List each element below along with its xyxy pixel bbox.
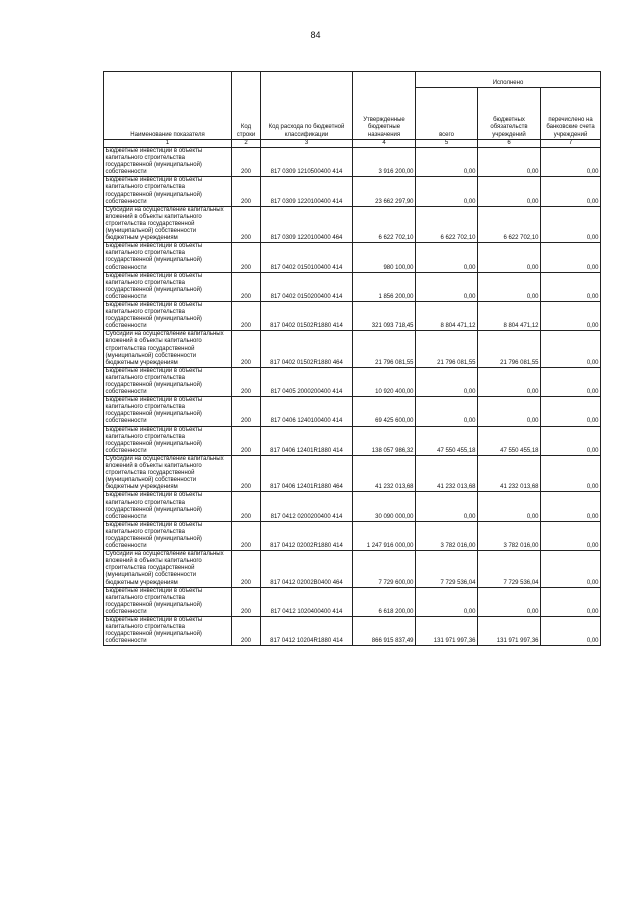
row-transferred-amount: 0,00 (541, 455, 601, 491)
row-budget-code: 817 0406 12401R1880 464 (261, 455, 353, 491)
row-executed-obligations: 21 796 081,55 (478, 331, 541, 367)
table-body (104, 148, 601, 646)
header-obligations: бюджетных обязательств учреждений (478, 88, 541, 140)
row-line-code: 200 (232, 206, 261, 242)
row-line-code: 200 (232, 587, 261, 616)
row-line-code: 200 (232, 301, 261, 330)
row-line-code: 200 (232, 331, 261, 367)
row-line-code: 200 (232, 367, 261, 396)
row-name: Субсидии на осуществление капитальных вложений в объекты капитального строительства государственной (муниципальной) собственности бюджетным учреждениям (104, 551, 232, 587)
budget-execution-table (103, 71, 601, 646)
row-executed-total: 7 729 536,04 (416, 551, 478, 587)
row-budget-code: 817 0402 01502R1880 414 (261, 301, 353, 330)
column-number: 2 (232, 140, 261, 148)
row-transferred-amount: 0,00 (541, 243, 601, 272)
row-name: Бюджетные инвестиции в объекты капитального строительства государственной (муниципальной) собственности (104, 492, 232, 521)
row-line-code: 200 (232, 243, 261, 272)
column-number: 6 (478, 140, 541, 148)
table-row (104, 426, 601, 455)
row-executed-total: 0,00 (416, 272, 478, 301)
row-approved-amount: 138 057 986,32 (353, 426, 416, 455)
header-approved: Утвержденные бюджетные назначения (353, 72, 416, 140)
row-executed-total: 0,00 (416, 148, 478, 177)
column-number: 4 (353, 140, 416, 148)
row-budget-code: 817 0309 1210500400 414 (261, 148, 353, 177)
row-name: Субсидии на осуществление капитальных вложений в объекты капитального строительства государственной (муниципальной) собственности бюджетным учреждениям (104, 331, 232, 367)
row-line-code: 200 (232, 455, 261, 491)
header-budget-code: Код расхода по бюджетной классификации (261, 72, 353, 140)
row-line-code: 200 (232, 148, 261, 177)
header-executed: Исполнено (416, 72, 601, 88)
row-budget-code: 817 0412 10204R1880 414 (261, 617, 353, 646)
row-budget-code: 817 0402 01502R1880 464 (261, 331, 353, 367)
row-name: Бюджетные инвестиции в объекты капитального строительства государственной (муниципальной) собственности (104, 367, 232, 396)
row-executed-total: 3 782 016,00 (416, 521, 478, 550)
table-row (104, 367, 601, 396)
header-transferred: перечислено на банковские счета учреждений (541, 88, 601, 140)
row-approved-amount: 866 915 837,49 (353, 617, 416, 646)
row-transferred-amount: 0,00 (541, 301, 601, 330)
row-name: Бюджетные инвестиции в объекты капитального строительства государственной (муниципальной) собственности (104, 617, 232, 646)
row-executed-total: 0,00 (416, 397, 478, 426)
row-approved-amount: 1 247 916 000,00 (353, 521, 416, 550)
table-row (104, 397, 601, 426)
row-transferred-amount: 0,00 (541, 397, 601, 426)
column-number: 3 (261, 140, 353, 148)
row-transferred-amount: 0,00 (541, 521, 601, 550)
row-approved-amount: 41 232 013,68 (353, 455, 416, 491)
row-executed-obligations: 47 550 455,18 (478, 426, 541, 455)
row-executed-obligations: 131 971 997,36 (478, 617, 541, 646)
table-row (104, 272, 601, 301)
table-row (104, 331, 601, 367)
row-name: Субсидии на осуществление капитальных вложений в объекты капитального строительства государственной (муниципальной) собственности бюджетным учреждениям (104, 206, 232, 242)
row-executed-total: 0,00 (416, 492, 478, 521)
row-executed-obligations: 0,00 (478, 397, 541, 426)
row-line-code: 200 (232, 617, 261, 646)
row-executed-total: 21 796 081,55 (416, 331, 478, 367)
row-executed-total: 8 804 471,12 (416, 301, 478, 330)
row-executed-total: 6 622 702,10 (416, 206, 478, 242)
table-row (104, 301, 601, 330)
row-executed-total: 41 232 013,68 (416, 455, 478, 491)
row-transferred-amount: 0,00 (541, 177, 601, 206)
row-approved-amount: 3 916 200,00 (353, 148, 416, 177)
column-number: 1 (104, 140, 232, 148)
row-line-code: 200 (232, 177, 261, 206)
table-row (104, 177, 601, 206)
row-executed-obligations: 0,00 (478, 148, 541, 177)
row-executed-obligations: 0,00 (478, 177, 541, 206)
table-row (104, 206, 601, 242)
row-executed-total: 0,00 (416, 177, 478, 206)
row-budget-code: 817 0406 12401R1880 414 (261, 426, 353, 455)
row-name: Бюджетные инвестиции в объекты капитального строительства государственной (муниципальной) собственности (104, 301, 232, 330)
row-executed-total: 131 971 997,36 (416, 617, 478, 646)
row-line-code: 200 (232, 521, 261, 550)
row-executed-total: 47 550 455,18 (416, 426, 478, 455)
row-approved-amount: 6 618 200,00 (353, 587, 416, 616)
table-header (104, 72, 601, 148)
row-executed-obligations: 0,00 (478, 367, 541, 396)
row-transferred-amount: 0,00 (541, 206, 601, 242)
row-budget-code: 817 0412 0200200400 414 (261, 492, 353, 521)
row-approved-amount: 980 100,00 (353, 243, 416, 272)
row-budget-code: 817 0412 02002B0400 464 (261, 551, 353, 587)
row-approved-amount: 10 920 400,00 (353, 367, 416, 396)
row-approved-amount: 69 425 600,00 (353, 397, 416, 426)
row-line-code: 200 (232, 397, 261, 426)
table-row (104, 492, 601, 521)
row-transferred-amount: 0,00 (541, 367, 601, 396)
row-transferred-amount: 0,00 (541, 617, 601, 646)
column-number-row (104, 140, 601, 148)
row-line-code: 200 (232, 492, 261, 521)
row-budget-code: 817 0402 0150200400 414 (261, 272, 353, 301)
header-name: Наименование показателя (104, 72, 232, 140)
table-row (104, 587, 601, 616)
row-transferred-amount: 0,00 (541, 426, 601, 455)
row-approved-amount: 1 856 200,00 (353, 272, 416, 301)
row-name: Бюджетные инвестиции в объекты капитального строительства государственной (муниципальной) собственности (104, 177, 232, 206)
row-budget-code: 817 0309 1220100400 464 (261, 206, 353, 242)
row-transferred-amount: 0,00 (541, 272, 601, 301)
row-executed-obligations: 0,00 (478, 587, 541, 616)
row-budget-code: 817 0405 2000200400 414 (261, 367, 353, 396)
row-approved-amount: 6 622 702,10 (353, 206, 416, 242)
row-name: Бюджетные инвестиции в объекты капитального строительства государственной (муниципальной) собственности (104, 243, 232, 272)
row-executed-total: 0,00 (416, 243, 478, 272)
row-approved-amount: 21 796 081,55 (353, 331, 416, 367)
row-name: Бюджетные инвестиции в объекты капитального строительства государственной (муниципальной) собственности (104, 272, 232, 301)
table-row (104, 551, 601, 587)
column-number: 7 (541, 140, 601, 148)
row-transferred-amount: 0,00 (541, 551, 601, 587)
row-line-code: 200 (232, 272, 261, 301)
row-executed-total: 0,00 (416, 587, 478, 616)
row-transferred-amount: 0,00 (541, 587, 601, 616)
row-transferred-amount: 0,00 (541, 492, 601, 521)
row-executed-obligations: 3 782 016,00 (478, 521, 541, 550)
column-number: 5 (416, 140, 478, 148)
row-approved-amount: 7 729 600,00 (353, 551, 416, 587)
row-executed-obligations: 41 232 013,68 (478, 455, 541, 491)
row-budget-code: 817 0412 02002R1880 414 (261, 521, 353, 550)
row-budget-code: 817 0309 1220100400 414 (261, 177, 353, 206)
row-name: Бюджетные инвестиции в объекты капитального строительства государственной (муниципальной) собственности (104, 426, 232, 455)
row-line-code: 200 (232, 426, 261, 455)
row-executed-total: 0,00 (416, 367, 478, 396)
row-executed-obligations: 0,00 (478, 243, 541, 272)
row-executed-obligations: 6 622 702,10 (478, 206, 541, 242)
row-budget-code: 817 0412 1020400400 414 (261, 587, 353, 616)
row-name: Бюджетные инвестиции в объекты капитального строительства государственной (муниципальной) собственности (104, 397, 232, 426)
table-row (104, 617, 601, 646)
row-approved-amount: 321 093 718,45 (353, 301, 416, 330)
row-executed-obligations: 0,00 (478, 272, 541, 301)
row-transferred-amount: 0,00 (541, 331, 601, 367)
row-name: Бюджетные инвестиции в объекты капитального строительства государственной (муниципальной) собственности (104, 148, 232, 177)
row-executed-obligations: 8 804 471,12 (478, 301, 541, 330)
page-number: 84 (310, 30, 321, 40)
header-line-code: Код строки (232, 72, 261, 140)
table-row (104, 148, 601, 177)
table-row (104, 521, 601, 550)
row-budget-code: 817 0406 1240100400 414 (261, 397, 353, 426)
row-name: Бюджетные инвестиции в объекты капитального строительства государственной (муниципальной) собственности (104, 521, 232, 550)
table-row (104, 455, 601, 491)
row-approved-amount: 23 662 297,90 (353, 177, 416, 206)
table-row (104, 243, 601, 272)
row-approved-amount: 30 090 000,00 (353, 492, 416, 521)
row-executed-obligations: 0,00 (478, 492, 541, 521)
row-budget-code: 817 0402 0150100400 414 (261, 243, 353, 272)
row-transferred-amount: 0,00 (541, 148, 601, 177)
row-name: Бюджетные инвестиции в объекты капитального строительства государственной (муниципальной) собственности (104, 587, 232, 616)
row-line-code: 200 (232, 551, 261, 587)
header-total: всего (416, 88, 478, 140)
row-name: Субсидии на осуществление капитальных вложений в объекты капитального строительства государственной (муниципальной) собственности бюджетным учреждениям (104, 455, 232, 491)
row-executed-obligations: 7 729 536,04 (478, 551, 541, 587)
